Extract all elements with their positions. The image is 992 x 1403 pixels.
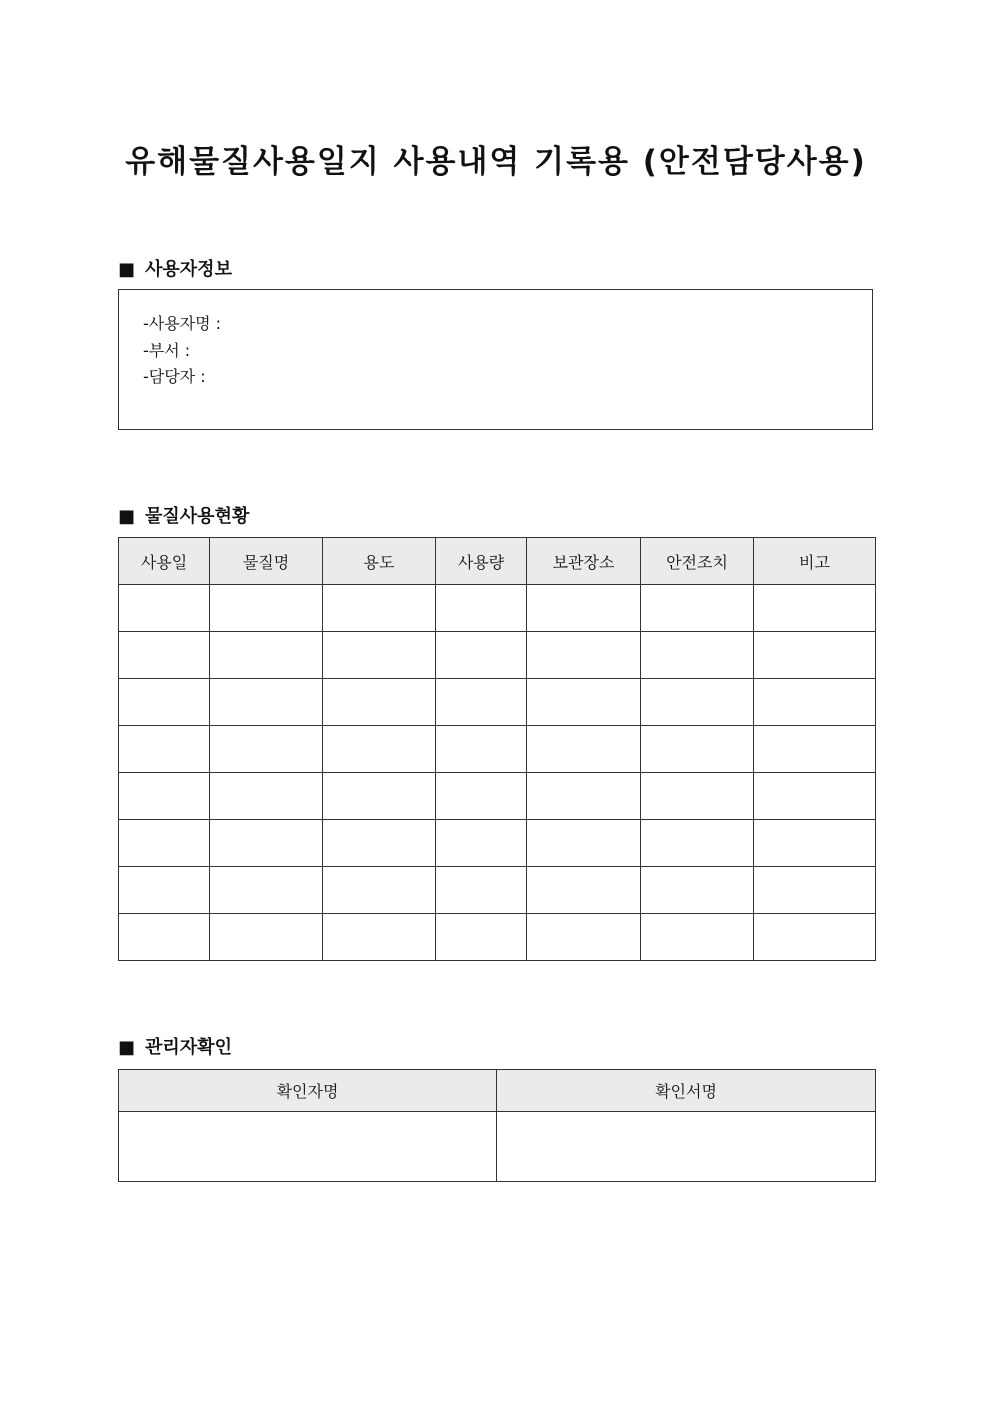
table-cell[interactable] [210, 679, 323, 726]
table-cell[interactable] [641, 867, 754, 914]
department-line: -부서 : [143, 340, 191, 360]
document-title: 유해물질사용일지 사용내역 기록용 (안전담당사용) [125, 144, 867, 180]
section-heading-usage [118, 502, 249, 528]
table-cell[interactable] [323, 914, 436, 961]
section-heading-user-info [118, 255, 232, 281]
square-bullet-icon: ■ [118, 506, 136, 527]
table-cell[interactable] [527, 726, 641, 773]
table-header-row [119, 538, 876, 585]
table-cell[interactable] [436, 820, 527, 867]
table-cell[interactable] [210, 914, 323, 961]
table-cell[interactable] [436, 773, 527, 820]
table-cell[interactable] [436, 726, 527, 773]
section-heading-label: 물질사용현황 [145, 506, 250, 527]
usage-table [118, 537, 876, 961]
table-cell[interactable] [119, 585, 210, 632]
table-cell[interactable] [527, 914, 641, 961]
table-cell[interactable] [754, 679, 876, 726]
user-info-box [118, 289, 873, 430]
table-cell[interactable] [210, 585, 323, 632]
square-bullet-icon: ■ [118, 1037, 136, 1058]
table-cell[interactable] [641, 679, 754, 726]
table-cell[interactable] [527, 585, 641, 632]
table-row [119, 820, 876, 867]
table-cell[interactable] [323, 726, 436, 773]
table-header-row [119, 1070, 876, 1112]
table-row [119, 773, 876, 820]
table-cell[interactable] [754, 726, 876, 773]
confirm-table [118, 1069, 876, 1182]
column-header-date: 사용일 [119, 538, 210, 585]
table-cell[interactable] [210, 632, 323, 679]
table-cell[interactable] [323, 773, 436, 820]
confirmer-name-cell[interactable] [119, 1112, 497, 1182]
table-cell[interactable] [754, 820, 876, 867]
table-cell[interactable] [436, 679, 527, 726]
column-header-confirmer-signature: 확인서명 [497, 1070, 876, 1112]
table-cell[interactable] [210, 820, 323, 867]
column-header-purpose: 용도 [323, 538, 436, 585]
table-cell[interactable] [323, 867, 436, 914]
table-cell[interactable] [641, 632, 754, 679]
table-row [119, 632, 876, 679]
table-cell[interactable] [527, 820, 641, 867]
user-name-line: -사용자명 : [143, 314, 222, 333]
table-cell[interactable] [754, 914, 876, 961]
table-cell[interactable] [754, 585, 876, 632]
table-row [119, 867, 876, 914]
column-header-storage: 보관장소 [527, 538, 641, 585]
table-cell[interactable] [119, 820, 210, 867]
table-cell[interactable] [119, 773, 210, 820]
table-cell[interactable] [527, 679, 641, 726]
table-cell[interactable] [641, 914, 754, 961]
section-heading-label: 사용자정보 [145, 259, 232, 280]
table-cell[interactable] [210, 773, 323, 820]
table-cell[interactable] [527, 632, 641, 679]
square-bullet-icon: ■ [118, 259, 136, 280]
section-heading-manager-confirm [118, 1033, 232, 1059]
table-cell[interactable] [436, 914, 527, 961]
table-cell[interactable] [641, 773, 754, 820]
table-cell[interactable] [754, 632, 876, 679]
table-cell[interactable] [210, 726, 323, 773]
table-cell[interactable] [754, 867, 876, 914]
table-row [119, 585, 876, 632]
column-header-confirmer-name: 확인자명 [119, 1070, 497, 1112]
table-cell[interactable] [641, 820, 754, 867]
table-cell[interactable] [754, 773, 876, 820]
table-cell[interactable] [210, 867, 323, 914]
table-row [119, 679, 876, 726]
table-cell[interactable] [323, 679, 436, 726]
table-row [119, 1112, 876, 1182]
column-header-remarks: 비고 [754, 538, 876, 585]
person-in-charge-line: -담당자 : [143, 367, 206, 386]
table-cell[interactable] [436, 867, 527, 914]
column-header-substance: 물질명 [210, 538, 323, 585]
table-cell[interactable] [323, 585, 436, 632]
table-cell[interactable] [527, 867, 641, 914]
table-cell[interactable] [436, 585, 527, 632]
table-cell[interactable] [119, 726, 210, 773]
table-cell[interactable] [323, 820, 436, 867]
table-cell[interactable] [119, 632, 210, 679]
table-cell[interactable] [119, 914, 210, 961]
table-cell[interactable] [119, 867, 210, 914]
column-header-safety: 안전조치 [641, 538, 754, 585]
table-cell[interactable] [641, 726, 754, 773]
table-cell[interactable] [527, 773, 641, 820]
table-cell[interactable] [436, 632, 527, 679]
confirmer-signature-cell[interactable] [497, 1112, 876, 1182]
table-cell[interactable] [323, 632, 436, 679]
table-cell[interactable] [641, 585, 754, 632]
table-row [119, 914, 876, 961]
column-header-amount: 사용량 [436, 538, 527, 585]
table-cell[interactable] [119, 679, 210, 726]
section-heading-label: 관리자확인 [145, 1037, 232, 1058]
table-row [119, 726, 876, 773]
